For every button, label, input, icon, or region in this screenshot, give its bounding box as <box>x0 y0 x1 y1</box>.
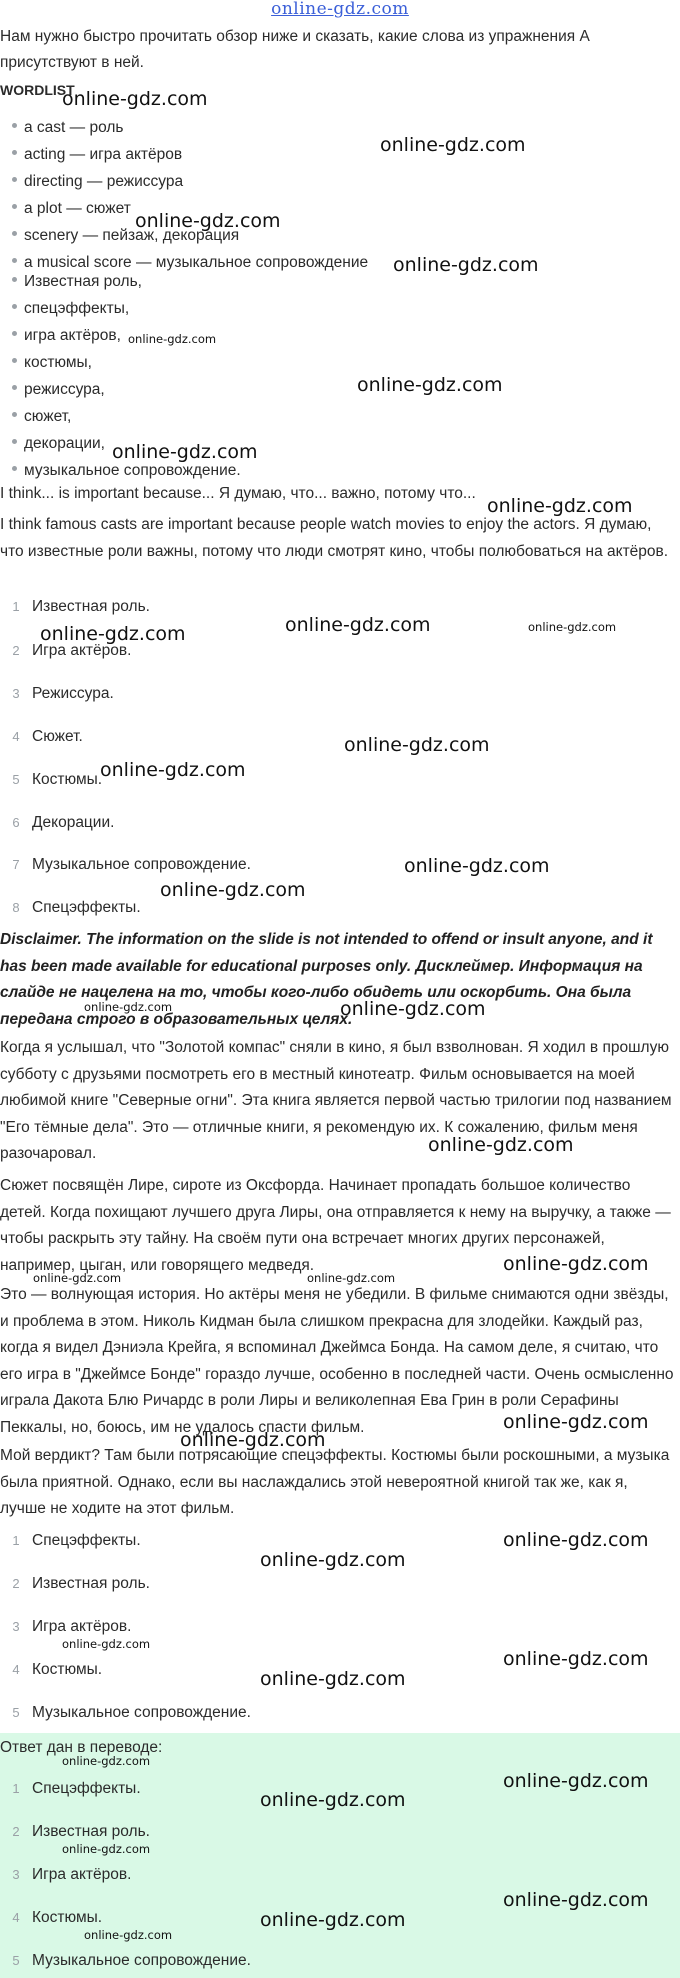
disclaimer: Disclaimer. The information on the slide is not intended to offend or insult anyone, and it has been made available for educational purposes only. Дисклеймер. Информация на слайде не нацелена на то, чтобы кого-либо обидеть или оскорбить. Она была передана строго в образовательных целях. <box>0 931 653 1028</box>
task-intro: Нам нужно быстро прочитать обзор ниже и сказать, какие слова из упражнения А присутствуют в ней. <box>0 28 590 71</box>
watermark: online-gdz.com <box>62 1754 151 1768</box>
list-item: acting — игра актёров <box>12 141 182 168</box>
item-text: Декорации. <box>32 814 115 831</box>
item-number: 3 <box>12 1867 20 1882</box>
numbered-item <box>0 767 102 793</box>
list-item: костюмы, <box>12 349 92 376</box>
item-text: Известная роль. <box>32 1823 150 1840</box>
watermark: online-gdz.com <box>260 1668 406 1690</box>
item-number: 3 <box>12 686 20 701</box>
watermark: online-gdz.com <box>428 1134 574 1156</box>
watermark: online-gdz.com <box>62 1637 151 1651</box>
watermark: online-gdz.com <box>40 623 186 645</box>
watermark: online-gdz.com <box>340 998 486 1020</box>
item-number: 1 <box>12 1533 20 1548</box>
watermark: online-gdz.com <box>487 495 633 517</box>
item-text: Спецэффекты. <box>32 1532 141 1549</box>
item-number: 1 <box>12 1781 20 1796</box>
watermark: online-gdz.com <box>62 1842 151 1856</box>
item-number: 6 <box>12 815 20 830</box>
list-item: игра актёров, <box>12 322 121 349</box>
watermark: online-gdz.com <box>503 1648 649 1670</box>
numbered-item <box>0 1776 141 1802</box>
item-number: 7 <box>12 857 20 872</box>
item-text: Музыкальное сопровождение. <box>32 1704 251 1721</box>
example-sentence: I think famous casts are important because people watch movies to enjoy the actors. Я думаю, что известные роли важны, потому что люди смотрят кино, чтобы полюбоваться на актёров. <box>0 516 669 560</box>
watermark: online-gdz.com <box>503 1770 649 1792</box>
item-number: 2 <box>12 1576 20 1591</box>
numbered-item <box>0 810 114 836</box>
item-text: Костюмы. <box>32 1909 103 1926</box>
item-number: 2 <box>12 1824 20 1839</box>
list-item: декорации, <box>12 430 105 457</box>
watermark: online-gdz.com <box>62 88 208 110</box>
numbered-item <box>0 1528 141 1554</box>
answer-label: Ответ дан в переводе: <box>0 1739 163 1756</box>
review-paragraph: Это — волнующая история. Но актёры меня не убедили. В фильме снимаются одни звёзды, и проблема в этом. Николь Кидман была слишком прекрасна для злодейки. Каждый раз, когда я видел Дэниэла Крейга, я вспоминал Джеймса Бонда. На самом деле, я считаю, что его игра в "Джеймсе Бонде" гораздо лучше, особенно в последней части. Очень осмысленно играла Дакота Блю Ричардс в роли Лиры и великолепная Ева Грин в роли Серафины Пеккалы, но, боюсь, им не удалось спасти фильм. <box>0 1286 674 1436</box>
item-text: Сюжет. <box>32 728 83 745</box>
watermark: online-gdz.com <box>285 614 431 636</box>
item-text: Режиссура. <box>32 685 114 702</box>
item-number: 3 <box>12 1619 20 1634</box>
numbered-item <box>0 724 83 750</box>
watermark: online-gdz.com <box>260 1909 406 1931</box>
item-text: Костюмы. <box>32 771 103 788</box>
list-item: режиссура, <box>12 376 105 403</box>
numbered-item <box>0 681 114 707</box>
item-text: Музыкальное сопровождение. <box>32 856 251 873</box>
numbered-item <box>0 1948 251 1974</box>
item-text: Музыкальное сопровождение. <box>32 1952 251 1969</box>
watermark: online-gdz.com <box>404 855 550 877</box>
list-item: сюжет, <box>12 403 71 430</box>
review-paragraph: Мой вердикт? Там были потрясающие спецэффекты. Костюмы были роскошными, а музыка была приятной. Однако, если вы наслаждались этой невероятной книгой так же, как я, лучше не ходите на этот фильм. <box>0 1447 670 1517</box>
list-item: спецэффекты, <box>12 295 129 322</box>
watermark: online-gdz.com <box>503 1411 649 1433</box>
item-number: 4 <box>12 1910 20 1925</box>
watermark: online-gdz.com <box>503 1889 649 1911</box>
numbered-item <box>0 594 150 620</box>
numbered-item <box>0 1571 150 1597</box>
numbered-item <box>0 852 251 878</box>
review-paragraph: Когда я услышал, что "Золотой компас" сняли в кино, я был взволнован. Я ходил в прошлую субботу с друзьями посмотреть его в местный кинотеатр. Фильм основывается на моей любимой книге "Северные огни". Эта книга является первой частью трилогии под названием "Его тёмные дела". Это — отличные книги, я рекомендую их. К сожалению, фильм меня разочаровал. <box>0 1039 672 1162</box>
watermark: online-gdz.com <box>180 1429 326 1451</box>
list-item: музыкальное сопровождение. <box>12 457 241 484</box>
watermark: online-gdz.com <box>260 1549 406 1571</box>
item-text: Костюмы. <box>32 1661 103 1678</box>
item-number: 2 <box>12 643 20 658</box>
watermark: online-gdz.com <box>380 134 526 156</box>
list-item: a musical score — музыкальное сопровождение <box>12 249 368 276</box>
watermark: online-gdz.com <box>344 734 490 756</box>
watermark: online-gdz.com <box>100 759 246 781</box>
item-number: 5 <box>12 1953 20 1968</box>
watermark: online-gdz.com <box>528 620 617 634</box>
review-paragraph: Сюжет посвящён Лире, сироте из Оксфорда. Начинает пропадать большое количество детей. Когда похищают лучшего друга Лиры, она отправляется к нему на выручку, а также — чтобы раскрыть эту тайну. На своём пути она встречает многих других персонажей, например, цыган, или говорящего медведя. <box>0 1177 671 1274</box>
watermark: online-gdz.com <box>84 1000 173 1014</box>
item-number: 5 <box>12 1705 20 1720</box>
list-item: Известная роль, <box>12 268 142 295</box>
item-text: Спецэффекты. <box>32 1780 141 1797</box>
site-logo[interactable]: online-gdz.com <box>271 0 409 19</box>
watermark: online-gdz.com <box>160 879 306 901</box>
item-text: Игра актёров. <box>32 642 132 659</box>
watermark: online-gdz.com <box>260 1789 406 1811</box>
numbered-item <box>0 1862 131 1888</box>
item-number: 4 <box>12 1662 20 1677</box>
item-text: Известная роль. <box>32 1575 150 1592</box>
watermark: online-gdz.com <box>33 1271 122 1285</box>
numbered-item <box>0 1657 102 1683</box>
list-item: directing — режиссура <box>12 168 183 195</box>
item-number: 4 <box>12 729 20 744</box>
item-text: Игра актёров. <box>32 1866 132 1883</box>
item-number: 1 <box>12 599 20 614</box>
list-item: a cast — роль <box>12 114 124 141</box>
item-text: Известная роль. <box>32 598 150 615</box>
item-text: Спецэффекты. <box>32 899 141 916</box>
watermark: online-gdz.com <box>503 1529 649 1551</box>
watermark: online-gdz.com <box>503 1253 649 1275</box>
watermark: online-gdz.com <box>112 441 258 463</box>
watermark: online-gdz.com <box>128 332 217 346</box>
watermark: online-gdz.com <box>357 374 503 396</box>
list-item: scenery — пейзаж, декорация <box>12 222 239 249</box>
item-number: 8 <box>12 900 20 915</box>
watermark: online-gdz.com <box>135 210 281 232</box>
watermark: online-gdz.com <box>307 1271 396 1285</box>
item-text: Игра актёров. <box>32 1618 132 1635</box>
wordlist-label: WORDLIST <box>0 82 75 98</box>
phrase-line: I think... is important because... Я думаю, что... важно, потому что... <box>0 485 476 502</box>
watermark: online-gdz.com <box>393 254 539 276</box>
watermark: online-gdz.com <box>84 1928 173 1942</box>
list-item: a plot — сюжет <box>12 195 131 222</box>
numbered-item <box>0 895 141 921</box>
item-number: 5 <box>12 772 20 787</box>
numbered-item <box>0 1700 251 1726</box>
